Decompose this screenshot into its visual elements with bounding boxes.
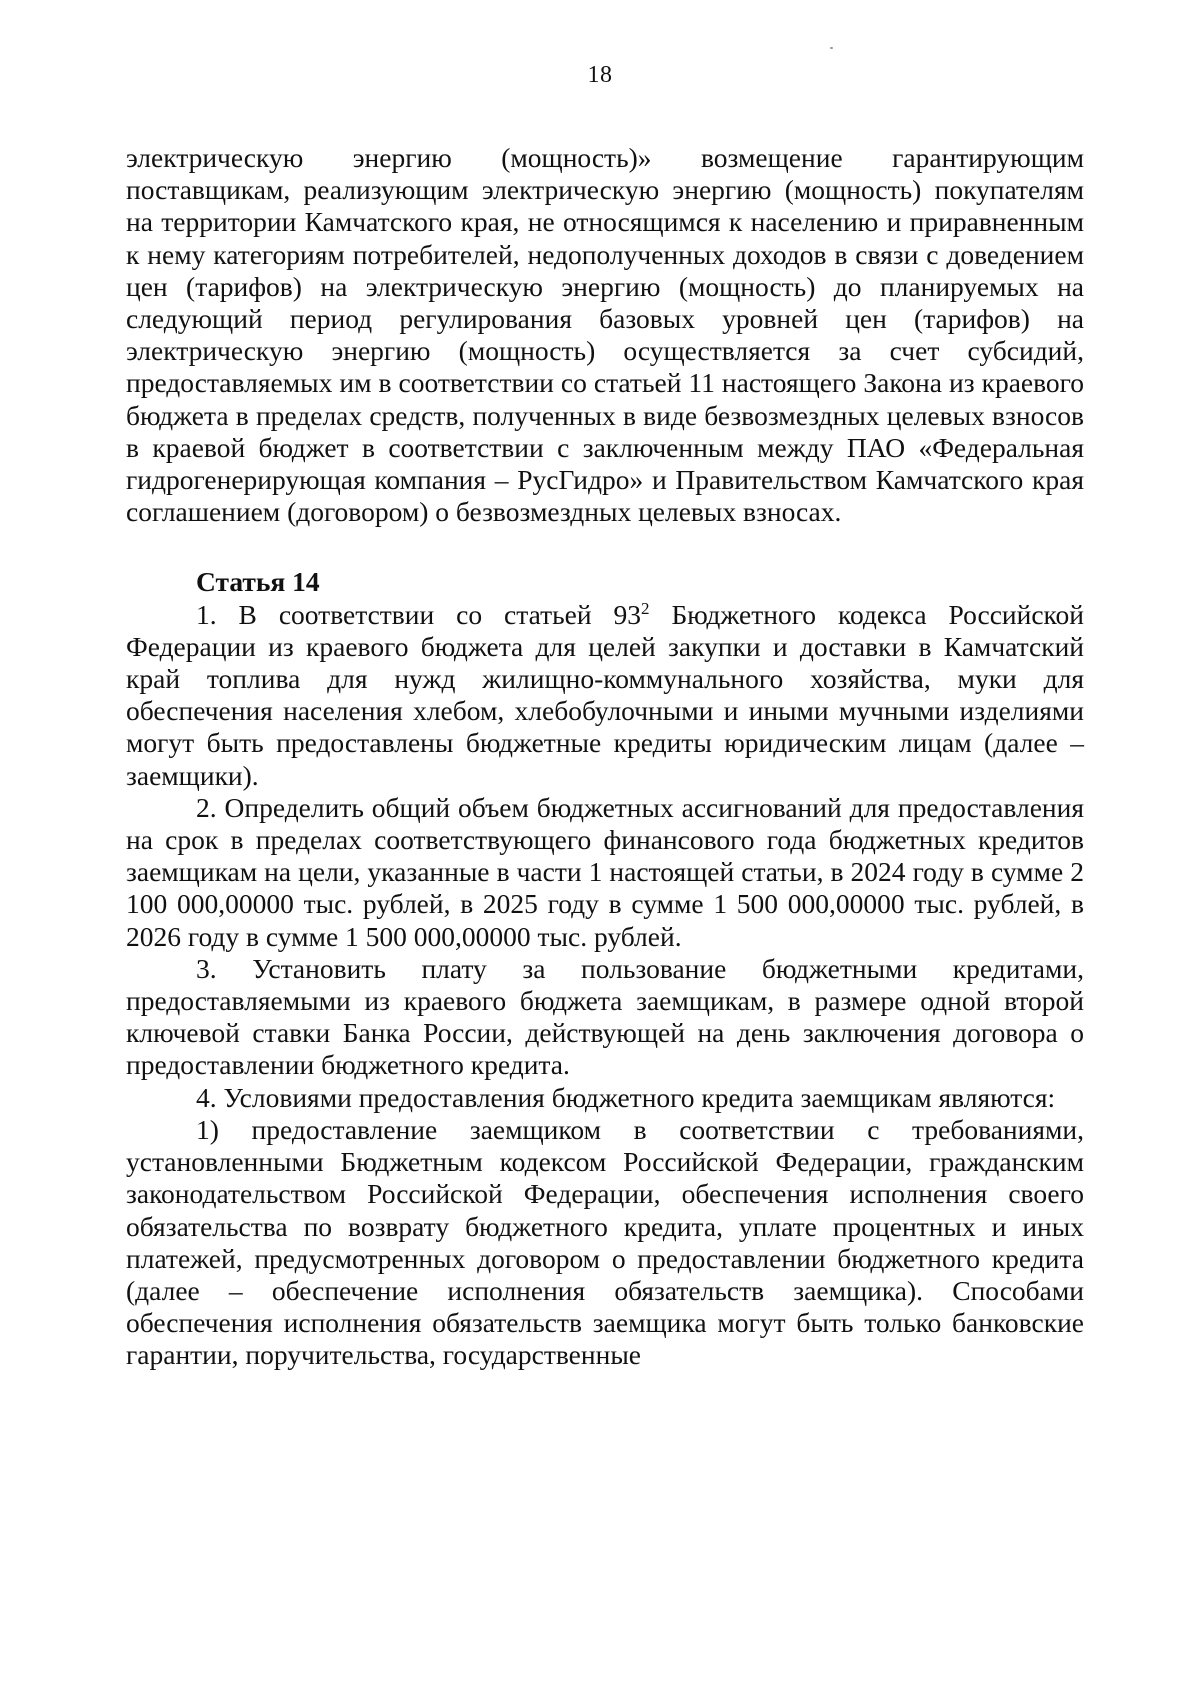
scan-artifact [830, 47, 833, 49]
document-body [126, 142, 1084, 1372]
part-1-text-before: 1. В соответствии со статьей 93 [196, 598, 642, 630]
article-14-part-1 [126, 599, 1084, 792]
article-14-part-4-item-1: 1) предоставление заемщиком в соответствии с требованиями, установленными Бюджетным кодексом Российской Федерации, гражданским законодательством Российской Федерации, обеспечения исполнения своего обязательства по возврату бюджетного кредита, уплате процентных и иных платежей, предусмотренных договором о предоставлении бюджетного кредита (далее – обеспечение исполнения обязательств заемщика). Способами обеспечения исполнения обязательств заемщика могут быть только банковские гарантии, поручительства, государственные [126, 1113, 1084, 1371]
article-14-part-2: 2. Определить общий объем бюджетных ассигнований для предоставления на срок в пределах соответствующего финансового года бюджетных кредитов заемщикам на цели, указанные в части 1 настоящей статьи, в 2024 году в сумме 2 100 000,00000 тыс. рублей, в 2025 году в сумме 1 500 000,00000 тыс. рублей, в 2026 году в сумме 1 500 000,00000 тыс. рублей. [126, 791, 1084, 952]
article-14-part-4: 4. Условиями предоставления бюджетного кредита заемщикам являются: [196, 1081, 1056, 1113]
article-superscript: 2 [641, 598, 650, 618]
article-14-part-3: 3. Установить плату за пользование бюджетными кредитами, предоставляемыми из краевого бюджета заемщикам, в размере одной второй ключевой ставки Банка России, действующей на день заключения договора о предоставлении бюджетного кредита. [126, 952, 1084, 1081]
intro-paragraph: электрическую энергию (мощность)» возмещение гарантирующим поставщикам, реализующим электрическую энергию (мощность) покупателям на территории Камчатского края, не относящимся к населению и приравненным к нему категориям потребителей, недополученных доходов в связи с доведением цен (тарифов) на электрическую энергию (мощность) до планируемых на следующий период регулирования базовых уровней цен (тарифов) на электрическую энергию (мощность) осуществляется за счет субсидий, предоставляемых им в соответствии со статьей 11 настоящего Закона из краевого бюджета в пределах средств, полученных в виде безвозмездных целевых взносов в краевой бюджет в соответствии с заключенным между ПАО «Федеральная гидрогенерирующая компания – РусГидро» и Правительством Камчатского края соглашением (договором) о безвозмездных целевых взносах. [126, 142, 1084, 528]
part-1-text-after: Бюджетного кодекса Российской Федерации из краевого бюджета для целей закупки и доставки в Камчатский край топлива для нужд жилищно-коммунального хозяйства, муки для обеспечения населения хлебом, хлебобулочными и иными мучными изделиями могут быть предоставлены бюджетные кредиты юридическим лицам (далее – заемщики). [126, 598, 1084, 791]
article-heading: Статья 14 [196, 566, 320, 598]
page-number: 18 [587, 62, 613, 88]
